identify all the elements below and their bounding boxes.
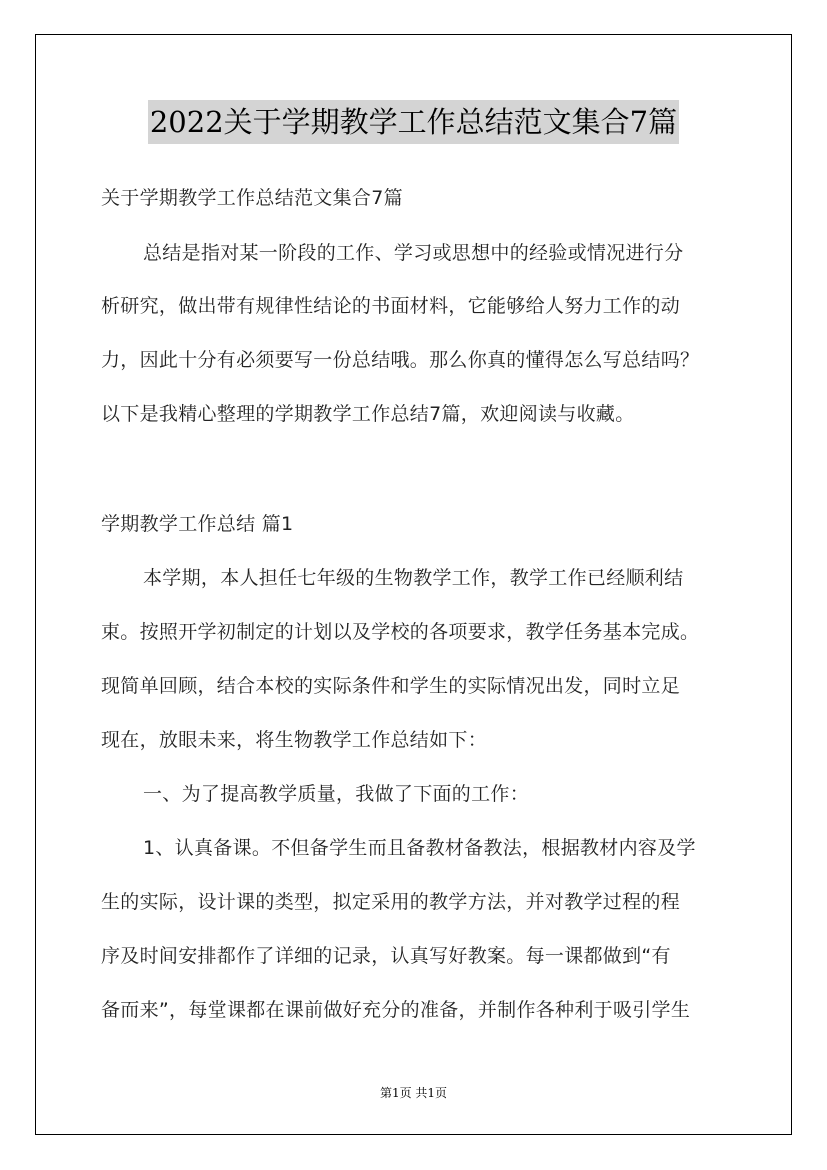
body-line-3: 现简单回顾，结合本校的实际条件和学生的实际情况出发，同时立足: [101, 675, 681, 697]
body-line-7: 生的实际，设计课的类型，拟定采用的教学方法，并对教学过程的程: [101, 891, 681, 913]
intro-line-1: 总结是指对某一阶段的工作、学习或思想中的经验或情况进行分: [143, 242, 684, 264]
body-line-6: 1、认真备课。不但备学生而且备教材备教法，根据教材内容及学: [143, 837, 696, 859]
section-heading: 学期教学工作总结 篇1: [101, 513, 294, 535]
body-line-1: 本学期，本人担任七年级的生物教学工作，教学工作已经顺利结: [143, 567, 684, 589]
document-title: 2022关于学期教学工作总结范文集合7篇: [148, 100, 679, 144]
title-container: [0, 100, 827, 144]
body-line-9: 备而来”，每堂课都在课前做好充分的准备，并制作各种利于吸引学生: [101, 999, 691, 1021]
document-subtitle: 关于学期教学工作总结范文集合7篇: [101, 187, 403, 209]
body-line-4: 现在，放眼未来，将生物教学工作总结如下：: [101, 729, 488, 751]
body-line-8: 序及时间安排都作了详细的记录，认真写好教案。每一课都做到“有: [101, 945, 671, 967]
intro-line-4: 以下是我精心整理的学期教学工作总结7篇，欢迎阅读与收藏。: [101, 403, 635, 425]
intro-line-2: 析研究，做出带有规律性结论的书面材料，它能够给人努力工作的动: [101, 295, 681, 317]
body-line-2: 束。按照开学初制定的计划以及学校的各项要求，教学任务基本完成。: [101, 621, 700, 643]
body-line-5: 一、为了提高教学质量，我做了下面的工作：: [143, 783, 530, 805]
intro-line-3: 力，因此十分有必须要写一份总结哦。那么你真的懂得怎么写总结吗？: [101, 349, 700, 371]
page-footer: 第1页 共1页: [379, 1086, 448, 1100]
